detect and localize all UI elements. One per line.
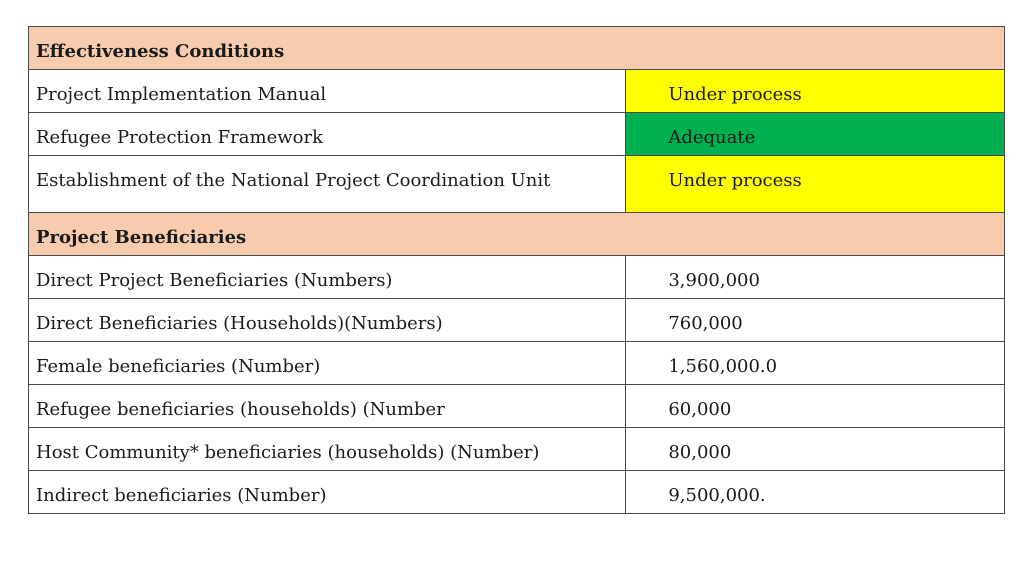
table-row	[29, 428, 1005, 471]
row-label: Project Implementation Manual	[29, 70, 626, 113]
row-value: 60,000	[626, 385, 1005, 428]
status-cell-adequate: Adequate	[626, 113, 1005, 156]
section-header-effectiveness	[29, 27, 1005, 70]
row-value: 3,900,000	[626, 256, 1005, 299]
table-row	[29, 113, 1005, 156]
table-row	[29, 156, 1005, 213]
section-header-beneficiaries	[29, 213, 1005, 256]
section-title: Effectiveness Conditions	[29, 27, 1005, 70]
row-label: Female beneficiaries (Number)	[29, 342, 626, 385]
table-row	[29, 342, 1005, 385]
table-row	[29, 299, 1005, 342]
row-label: Direct Project Beneficiaries (Numbers)	[29, 256, 626, 299]
table-row	[29, 70, 1005, 113]
row-label: Host Community* beneficiaries (households) (Number)	[29, 428, 626, 471]
row-label: Indirect beneficiaries (Number)	[29, 471, 626, 514]
row-label: Refugee Protection Framework	[29, 113, 626, 156]
table-row	[29, 256, 1005, 299]
row-value: 760,000	[626, 299, 1005, 342]
row-value: 9,500,000.	[626, 471, 1005, 514]
row-value: 80,000	[626, 428, 1005, 471]
table-row	[29, 385, 1005, 428]
status-cell-under-process: Under process	[626, 70, 1005, 113]
section-title: Project Beneficiaries	[29, 213, 1005, 256]
row-label: Direct Beneficiaries (Households)(Numbers)	[29, 299, 626, 342]
results-table	[28, 26, 1005, 514]
row-label: Establishment of the National Project Coordination Unit	[29, 156, 626, 213]
row-label: Refugee beneficiaries (households) (Number	[29, 385, 626, 428]
status-cell-under-process: Under process	[626, 156, 1005, 213]
row-value: 1,560,000.0	[626, 342, 1005, 385]
table-row	[29, 471, 1005, 514]
